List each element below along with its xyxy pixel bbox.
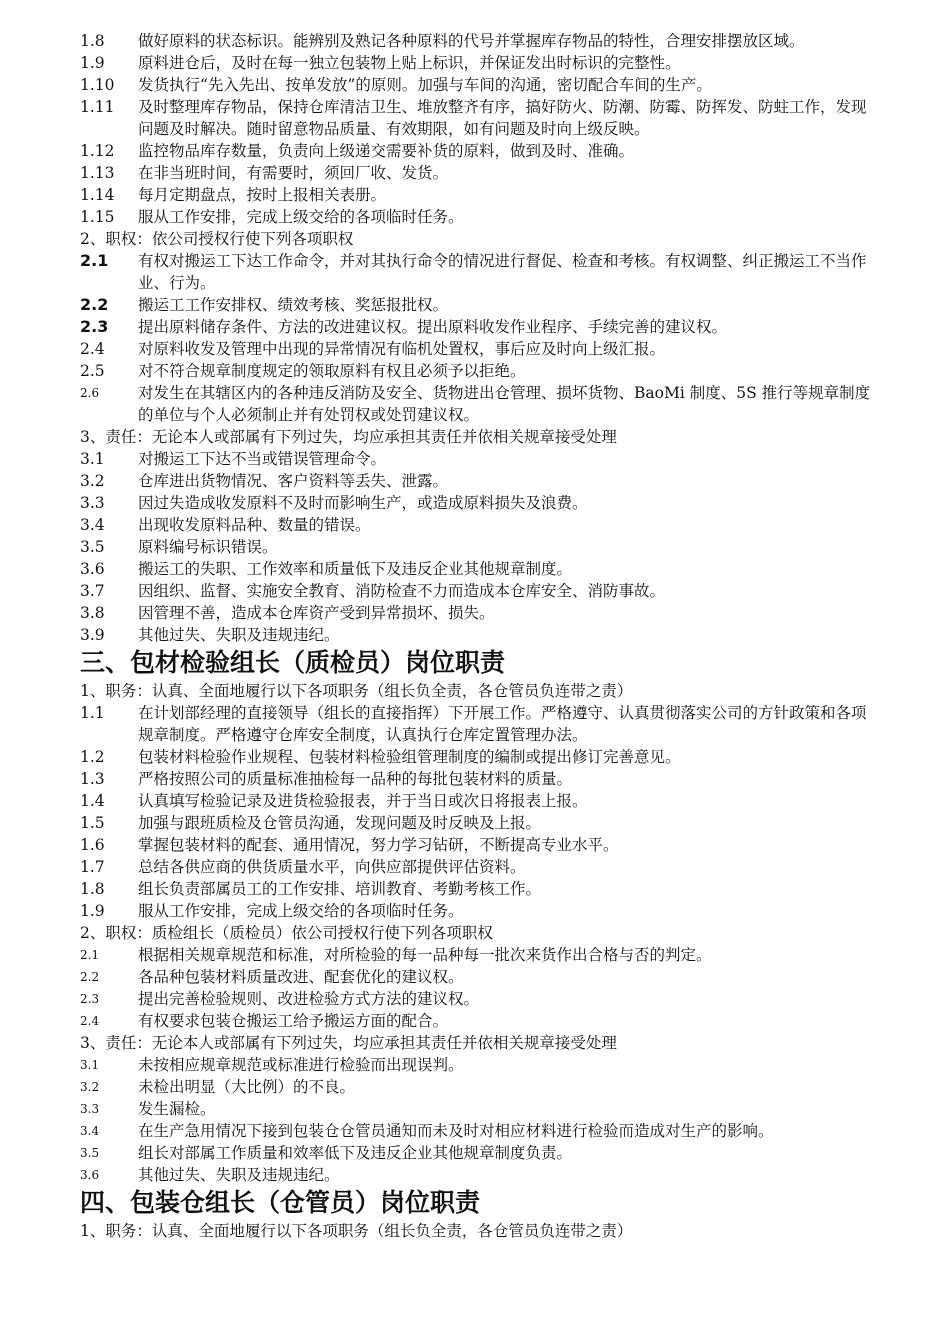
clause-item [80,790,880,812]
clause-text: 各品种包装材料质量改进、配套优化的建议权。 [138,968,464,986]
clause-number: 2.3 [80,992,100,1006]
clause-text: 原料进仓后，及时在每一独立包装物上贴上标识，并保证发出时标识的完整性。 [138,54,681,72]
clause-number: 2.2 [80,295,109,314]
clause-text: 提出原料储存条件、方法的改进建议权。提出原料收发作业程序、手续完善的建议权。 [138,318,728,336]
clause-item [80,580,880,602]
clause-text: 未检出明显（大比例）的不良。 [138,1078,356,1096]
clause-text: 监控物品库存数量，负责向上级递交需要补货的原料，做到及时、准确。 [138,142,635,160]
clause-item [80,1142,880,1164]
clause-text: 服从工作安排，完成上级交给的各项临时任务。 [138,902,464,920]
clause-item [80,250,880,294]
subsection-title: 1、职务：认真、全面地履行以下各项职务（组长负全责，各仓管员负连带之责） [80,1222,633,1240]
subsection-title: 1、职务：认真、全面地履行以下各项职务（组长负全责，各仓管员负连带之责） [80,682,633,700]
clause-text: 在计划部经理的直接领导（组长的直接指挥）下开展工作。严格遵守、认真贯彻落实公司的方针政策和各项规章制度。严格遵守仓库安全制度，认真执行仓库定置管理办法。 [138,704,867,744]
clause-item [80,558,880,580]
clause-number: 1.8 [80,32,105,50]
clause-item [80,338,880,360]
clause-item [80,812,880,834]
clause-number: 1.15 [80,208,115,226]
clause-text: 在生产急用情况下接到包装仓仓管员通知而未及时对相应材料进行检验而造成对生产的影响。 [138,1122,774,1140]
clause-item [80,1076,880,1098]
clause-item [80,1010,880,1032]
clause-number: 3.4 [80,516,105,534]
clause-item [80,878,880,900]
clause-number: 1.8 [80,880,105,898]
clause-number: 1.10 [80,76,115,94]
clause-number: 1.6 [80,836,105,854]
clause-number: 3.5 [80,1146,100,1160]
clause-item [80,382,880,426]
clause-text: 提出完善检验规则、改进检验方式方法的建议权。 [138,990,480,1008]
clause-text: 对发生在其辖区内的各种违反消防及安全、货物进出仓管理、损坏货物、BaoMi 制度、5S 推行等规章制度的单位与个人必须制止并有处罚权或处罚建议权。 [138,384,871,424]
clause-text: 发货执行“先入先出、按单发放”的原则。加强与车间的沟通，密切配合车间的生产。 [138,76,712,94]
clause-number: 3.7 [80,582,105,600]
clause-item [80,900,880,922]
clause-text: 因管理不善，造成本仓库资产受到异常损坏、损失。 [138,604,495,622]
clause-item [80,514,880,536]
clause-item [80,360,880,382]
clause-number: 3.5 [80,538,105,556]
clause-item [80,966,880,988]
clause-number: 3.2 [80,1080,100,1094]
subsection-title: 2、职权：依公司授权行使下列各项职权 [80,230,354,248]
subsection-title: 3、责任：无论本人或部属有下列过失，均应承担其责任并依相关规章接受处理 [80,428,617,446]
clause-number: 1.5 [80,814,105,832]
subsection-title: 2、职权：质检组长（质检员）依公司授权行使下列各项职权 [80,924,493,942]
clause-number: 3.2 [80,472,105,490]
clause-number: 2.3 [80,317,109,336]
clause-number: 2.6 [80,386,100,400]
clause-item [80,624,880,646]
clause-text: 服从工作安排，完成上级交给的各项临时任务。 [138,208,464,226]
clause-text: 有权对搬运工下达工作命令，并对其执行命令的情况进行督促、检查和考核。有权调整、纠正搬运工不当作业、行为。 [138,252,867,292]
clause-text: 组长负责部属员工的工作安排、培训教育、考勤考核工作。 [138,880,542,898]
clause-text: 因过失造成收发原料不及时而影响生产，或造成原料损失及浪费。 [138,494,588,512]
clause-item [80,1098,880,1120]
clause-text: 因组织、监督、实施安全教育、消防检查不力而造成本仓库安全、消防事故。 [138,582,666,600]
clause-text: 出现收发原料品种、数量的错误。 [138,516,371,534]
clause-number: 2.4 [80,1014,100,1028]
clause-number: 3.3 [80,494,105,512]
clause-text: 有权要求包装仓搬运工给予搬运方面的配合。 [138,1012,449,1030]
clause-number: 1.1 [80,704,105,722]
clause-text: 掌握包装材料的配套、通用情况，努力学习钻研，不断提高专业水平。 [138,836,619,854]
clause-item [80,1054,880,1076]
clause-item [80,162,880,184]
section-heading: 四、包装仓组长（仓管员）岗位职责 [80,1188,481,1217]
clause-text: 包装材料检验作业规程、包装材料检验组管理制度的编制或提出修订完善意见。 [138,748,681,766]
clause-text: 在非当班时间，有需要时，须回厂收、发货。 [138,164,449,182]
clause-item [80,536,880,558]
clause-item [80,448,880,470]
clause-item [80,52,880,74]
clause-number: 3.4 [80,1124,100,1138]
clause-number: 1.2 [80,748,105,766]
clause-number: 3.3 [80,1102,100,1116]
clause-text: 总结各供应商的供货质量水平，向供应部提供评估资料。 [138,858,526,876]
clause-item [80,140,880,162]
clause-item [80,30,880,52]
clause-item [80,206,880,228]
clause-text: 仓库进出货物情况、客户资料等丢失、泄露。 [138,472,449,490]
section-heading: 三、包材检验组长（质检员）岗位职责 [80,648,506,677]
clause-item [80,1164,880,1186]
clause-item [80,492,880,514]
clause-number: 1.4 [80,792,105,810]
clause-item [80,746,880,768]
clause-number: 2.1 [80,251,109,270]
clause-text: 根据相关规章规范和标准，对所检验的每一品种每一批次来货作出合格与否的判定。 [138,946,712,964]
clause-item [80,834,880,856]
clause-number: 2.2 [80,970,100,984]
clause-text: 及时整理库存物品，保持仓库清洁卫生、堆放整齐有序，搞好防火、防潮、防霉、防挥发、防蛀工作，发现问题及时解决。随时留意物品质量、有效期限，如有问题及时向上级反映。 [138,98,867,138]
clause-item [80,702,880,746]
clause-text: 加强与跟班质检及仓管员沟通，发现问题及时反映及上报。 [138,814,542,832]
clause-number: 3.1 [80,1058,100,1072]
document-body [80,30,880,1242]
clause-text: 对不符合规章制度规定的领取原料有权且必须予以拒绝。 [138,362,526,380]
clause-number: 3.8 [80,604,105,622]
clause-number: 1.7 [80,858,105,876]
clause-item [80,74,880,96]
clause-number: 3.1 [80,450,105,468]
clause-item [80,1120,880,1142]
clause-number: 1.13 [80,164,115,182]
clause-item [80,294,880,316]
clause-text: 严格按照公司的质量标准抽检每一品种的每批包装材料的质量。 [138,770,573,788]
clause-number: 1.9 [80,54,105,72]
clause-text: 对搬运工下达不当或错误管理命令。 [138,450,387,468]
clause-text: 其他过失、失职及违规违纪。 [138,1166,340,1184]
clause-text: 对原料收发及管理中出现的异常情况有临机处置权，事后应及时向上级汇报。 [138,340,666,358]
subsection-title: 3、责任：无论本人或部属有下列过失，均应承担其责任并依相关规章接受处理 [80,1034,617,1052]
clause-item [80,96,880,140]
clause-number: 3.6 [80,1168,100,1182]
clause-item [80,856,880,878]
clause-number: 1.14 [80,186,115,204]
clause-text: 做好原料的状态标识。能辨别及熟记各种原料的代号并掌握库存物品的特性，合理安排摆放区域。 [138,32,805,50]
clause-number: 2.1 [80,948,100,962]
clause-text: 未按相应规章规范或标准进行检验而出现误判。 [138,1056,464,1074]
clause-number: 3.9 [80,626,105,644]
clause-number: 3.6 [80,560,105,578]
clause-item [80,470,880,492]
clause-text: 其他过失、失职及违规违纪。 [138,626,340,644]
clause-text: 认真填写检验记录及进货检验报表，并于当日或次日将报表上报。 [138,792,588,810]
clause-item [80,602,880,624]
clause-number: 2.5 [80,362,105,380]
clause-item [80,768,880,790]
clause-text: 搬运工工作安排权、绩效考核、奖惩报批权。 [138,296,449,314]
clause-item [80,316,880,338]
clause-text: 组长对部属工作质量和效率低下及违反企业其他规章制度负责。 [138,1144,573,1162]
clause-number: 1.3 [80,770,105,788]
clause-text: 发生漏检。 [138,1100,216,1118]
clause-item [80,944,880,966]
clause-text: 原料编号标识错误。 [138,538,278,556]
clause-number: 1.11 [80,98,115,116]
clause-number: 1.12 [80,142,115,160]
clause-number: 2.4 [80,340,105,358]
clause-text: 每月定期盘点，按时上报相关表册。 [138,186,387,204]
clause-item [80,184,880,206]
clause-text: 搬运工的失职、工作效率和质量低下及违反企业其他规章制度。 [138,560,573,578]
clause-number: 1.9 [80,902,105,920]
clause-item [80,988,880,1010]
